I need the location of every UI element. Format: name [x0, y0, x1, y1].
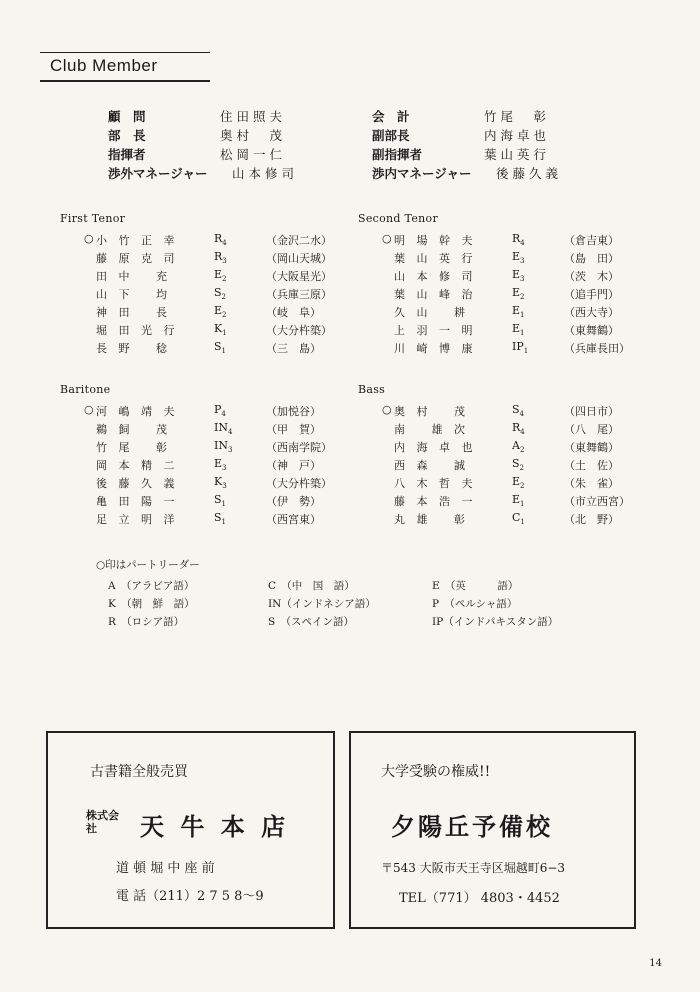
- part-year: 3: [227, 446, 233, 455]
- member-school: （倉吉東）: [564, 234, 619, 247]
- part-letter: E: [512, 493, 521, 506]
- member-part-code: [512, 250, 525, 265]
- part-letter: R: [214, 250, 223, 263]
- part-year: 1: [520, 311, 525, 320]
- part-letter: E: [512, 304, 521, 317]
- member-name: 後 藤 久 義: [96, 477, 179, 490]
- header-bottom-rule: [40, 80, 210, 82]
- legend-item: P （ペルシャ語）: [432, 598, 518, 610]
- member-part-code: [512, 322, 525, 337]
- ad-company-name: 天 牛 本 店: [140, 813, 290, 841]
- part-year: 1: [222, 329, 227, 338]
- member-school: （東舞鶴）: [564, 441, 619, 454]
- part-year: 4: [222, 239, 227, 248]
- part-letter: IP: [512, 340, 524, 353]
- member-name: 丸 雄 彰: [394, 513, 469, 526]
- officer-row: 副指揮者 葉山英行: [372, 147, 551, 162]
- member-name: 上 羽 一 明: [394, 324, 477, 337]
- member-name: 藤 原 克 司: [96, 252, 179, 265]
- page-title: Club Member: [50, 56, 158, 75]
- part-year: 3: [222, 257, 227, 266]
- part-letter: S: [512, 457, 520, 470]
- legend-item: C （中 国 語）: [268, 580, 355, 592]
- member-part-code: [214, 250, 227, 265]
- member-name: 田 中 充: [96, 270, 171, 283]
- header-top-rule: [40, 52, 210, 53]
- member-school: （島 田）: [564, 252, 619, 265]
- member-school: （甲 賀）: [266, 423, 321, 436]
- officer-row: 副部長 内海卓也: [372, 128, 551, 143]
- part-letter: R: [214, 232, 223, 245]
- member-name: 明 場 幹 夫: [394, 234, 477, 247]
- part-year: 2: [520, 482, 525, 491]
- member-school: （岡山天城）: [266, 252, 332, 265]
- member-name: 神 田 長: [96, 306, 171, 319]
- part-letter: E: [214, 457, 223, 470]
- member-name: 奥 村 茂: [394, 405, 469, 418]
- section-title: First Tenor: [60, 212, 126, 225]
- part-leader-mark: ○: [382, 232, 392, 245]
- member-part-code: [214, 232, 227, 247]
- officer-row: 会 計 竹尾 彰: [372, 109, 551, 124]
- member-name: 川 崎 博 康: [394, 342, 477, 355]
- member-name: 岡 本 精 二: [96, 459, 179, 472]
- member-school: （金沢二水）: [266, 234, 332, 247]
- member-school: （加悦谷）: [266, 405, 321, 418]
- part-letter: E: [512, 322, 521, 335]
- part-year: 1: [221, 347, 227, 356]
- member-school: （神 戸）: [266, 459, 321, 472]
- member-name: 葉 山 英 行: [394, 252, 477, 265]
- part-year: 3: [520, 275, 525, 284]
- part-letter: E: [512, 475, 521, 488]
- part-year: 4: [227, 428, 233, 437]
- part-year: 1: [520, 500, 525, 509]
- part-year: 1: [523, 347, 529, 356]
- member-part-code: [512, 304, 525, 319]
- member-school: （大分杵築）: [266, 477, 332, 490]
- officer-row: 顧 問 住田照夫: [108, 109, 287, 124]
- ad-phone: TEL（771） 4803・4452: [399, 891, 560, 906]
- member-school: （三 島）: [266, 342, 321, 355]
- member-part-code: [214, 304, 227, 319]
- member-school: （東舞鶴）: [564, 324, 619, 337]
- ad-company-name: 夕陽丘予備校: [391, 813, 553, 841]
- part-year: 2: [222, 311, 227, 320]
- part-leader-mark: ○: [382, 403, 392, 416]
- ad-tagline: 大学受験の権威!!: [381, 764, 491, 780]
- member-school: （四日市）: [564, 405, 619, 418]
- member-part-code: [214, 493, 226, 508]
- part-letter: E: [512, 286, 521, 299]
- member-school: （大分杵築）: [266, 324, 332, 337]
- part-year: 2: [222, 275, 227, 284]
- officer-row: 渉内マネージャー 後藤久義: [372, 166, 563, 181]
- member-school: （西南学院）: [266, 441, 332, 454]
- member-school: （八 尾）: [564, 423, 619, 436]
- member-part-code: [512, 439, 524, 454]
- member-school: （兵庫長田）: [564, 342, 630, 355]
- member-school: （岐 阜）: [266, 306, 321, 319]
- part-letter: S: [512, 403, 520, 416]
- member-name: 山 本 修 司: [394, 270, 477, 283]
- member-part-code: [512, 286, 525, 301]
- member-school: （茨 木）: [564, 270, 619, 283]
- ad-tagline: 古書籍全般売買: [90, 764, 188, 780]
- member-name: 小 竹 正 幸: [96, 234, 179, 247]
- member-part-code: [512, 268, 525, 283]
- member-name: 藤 本 浩 一: [394, 495, 477, 508]
- part-year: 4: [520, 239, 525, 248]
- member-part-code: [512, 232, 525, 247]
- section-title: Bass: [358, 383, 386, 396]
- member-part-code: [214, 457, 227, 472]
- ad-address: 〒543 大阪市天王寺区堀越町6−3: [381, 861, 566, 875]
- member-part-code: [214, 403, 226, 418]
- part-letter: R: [512, 232, 521, 245]
- part-letter: K: [214, 322, 223, 335]
- part-year: 1: [221, 500, 227, 509]
- member-part-code: [214, 322, 227, 337]
- legend-item: R （ロシア語）: [108, 616, 185, 628]
- part-letter: E: [512, 268, 521, 281]
- part-year: 3: [222, 464, 227, 473]
- ad-address: 道 頓 堀 中 座 前: [116, 861, 215, 876]
- member-school: （朱 雀）: [564, 477, 619, 490]
- officer-row: 部 長 奥村 茂: [108, 128, 287, 143]
- member-school: （兵庫三原）: [266, 288, 332, 301]
- part-letter: S: [214, 493, 222, 506]
- member-part-code: [512, 403, 524, 418]
- member-part-code: [214, 511, 226, 526]
- part-letter: S: [214, 340, 222, 353]
- member-school: （伊 勢）: [266, 495, 321, 508]
- legend-item: E （英 語）: [432, 580, 519, 592]
- member-part-code: [214, 475, 227, 490]
- ad-phone: 電 話（211）2 7 5 8〜9: [116, 889, 264, 904]
- ad-box-tengyu: [46, 731, 335, 929]
- member-part-code: [214, 340, 226, 355]
- part-year: 1: [221, 518, 227, 527]
- part-letter: R: [512, 421, 521, 434]
- member-school: （市立西宮）: [564, 495, 630, 508]
- member-part-code: [512, 475, 525, 490]
- section-title: Second Tenor: [358, 212, 439, 225]
- legend-item: IN（インドネシア語）: [268, 598, 376, 610]
- member-part-code: [214, 421, 232, 436]
- ad-box-yuhigaoka: [349, 731, 636, 929]
- member-name: 山 下 均: [96, 288, 171, 301]
- member-name: 竹 尾 彰: [96, 441, 171, 454]
- legend-item: K （朝 鮮 語）: [108, 598, 195, 610]
- member-school: （大阪星光）: [266, 270, 332, 283]
- part-year: 1: [520, 518, 525, 527]
- legend-item: IP（インドパキスタン語）: [432, 616, 559, 628]
- part-letter: S: [214, 286, 222, 299]
- part-letter: E: [512, 250, 521, 263]
- section-title: Baritone: [60, 383, 111, 396]
- member-part-code: [512, 493, 525, 508]
- part-year: 2: [221, 293, 227, 302]
- part-year: 4: [221, 410, 226, 419]
- part-letter: K: [214, 475, 223, 488]
- page-number: 14: [649, 958, 662, 969]
- member-name: 堀 田 光 行: [96, 324, 179, 337]
- part-leader-mark: ○: [84, 403, 94, 416]
- part-leader-mark: ○: [84, 232, 94, 245]
- member-name: 久 山 耕: [394, 306, 469, 319]
- member-name: 南 雄 次: [394, 423, 469, 436]
- member-part-code: [512, 421, 525, 436]
- part-letter: S: [214, 511, 222, 524]
- part-year: 2: [519, 446, 525, 455]
- member-part-code: [512, 511, 525, 526]
- member-part-code: [512, 457, 524, 472]
- member-part-code: [214, 286, 226, 301]
- member-name: 亀 田 陽 一: [96, 495, 179, 508]
- member-name: 足 立 明 洋: [96, 513, 179, 526]
- part-year: 3: [222, 482, 227, 491]
- part-letter: IN: [214, 439, 228, 452]
- part-year: 4: [520, 428, 525, 437]
- part-year: 4: [519, 410, 525, 419]
- member-name: 西 森 誠: [394, 459, 469, 472]
- part-letter: C: [512, 511, 521, 524]
- member-school: （土 佐）: [564, 459, 619, 472]
- member-name: 葉 山 峰 治: [394, 288, 477, 301]
- member-name: 八 木 哲 夫: [394, 477, 477, 490]
- member-part-code: [214, 439, 232, 454]
- legend-title: ○印はパートリーダー: [96, 559, 200, 571]
- member-name: 内 海 卓 也: [394, 441, 477, 454]
- part-letter: A: [512, 439, 520, 452]
- part-year: 1: [520, 329, 525, 338]
- member-part-code: [512, 340, 528, 355]
- part-year: 2: [520, 293, 525, 302]
- part-letter: IN: [214, 421, 228, 434]
- officer-row: 渉外マネージャー 山本修司: [108, 166, 299, 181]
- member-name: 長 野 稔: [96, 342, 171, 355]
- legend-item: A （アラビア語）: [108, 580, 195, 592]
- part-year: 3: [520, 257, 525, 266]
- member-school: （西宮東）: [266, 513, 321, 526]
- member-school: （北 野）: [564, 513, 619, 526]
- part-letter: P: [214, 403, 222, 416]
- part-letter: E: [214, 268, 223, 281]
- member-school: （西大寺）: [564, 306, 619, 319]
- part-year: 2: [519, 464, 525, 473]
- ad-company-kind: 株式会社: [86, 809, 119, 835]
- member-part-code: [214, 268, 227, 283]
- member-name: 鵜 飼 茂: [96, 423, 171, 436]
- member-school: （追手門）: [564, 288, 619, 301]
- legend-item: S （スペイン語）: [268, 616, 354, 628]
- part-letter: E: [214, 304, 223, 317]
- member-name: 河 嶋 靖 夫: [96, 405, 179, 418]
- officer-row: 指揮者 松岡一仁: [108, 147, 287, 162]
